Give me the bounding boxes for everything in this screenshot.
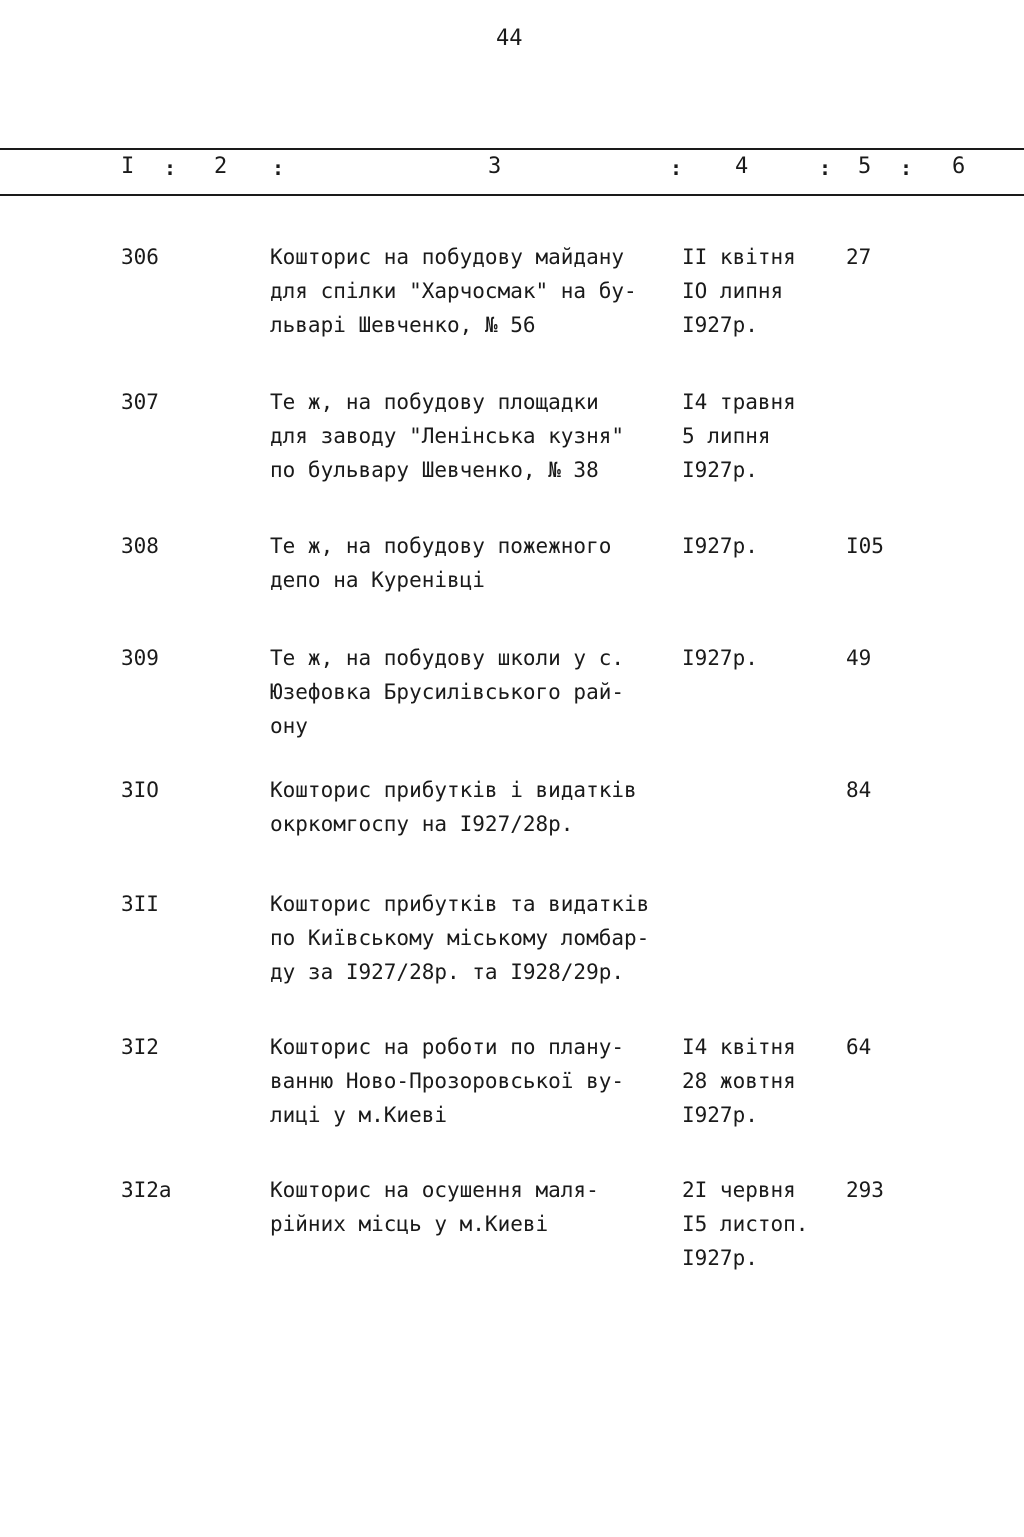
date-line: I5 листоп. <box>682 1212 809 1236</box>
record-dates <box>682 240 832 342</box>
record-dates <box>682 1030 832 1132</box>
record-description <box>270 240 670 342</box>
record-sheet-count: 49 <box>846 646 872 670</box>
record-description <box>270 385 670 487</box>
description-line: Юзефовка Брусилівського рай- <box>270 680 625 704</box>
column-separator: : <box>900 156 913 180</box>
date-line: I4 квітня <box>682 1035 796 1059</box>
header-rule-top <box>0 148 1024 150</box>
date-line: 5 липня <box>682 424 771 448</box>
description-line: Те ж, на побудову пожежного <box>270 534 612 558</box>
date-line: 28 жовтня <box>682 1069 796 1093</box>
record-description <box>270 887 670 989</box>
column-separator: : <box>164 156 177 180</box>
date-line: I927р. <box>682 534 758 558</box>
date-line: II квітня <box>682 245 796 269</box>
column-separator: : <box>272 156 285 180</box>
record-description <box>270 641 670 743</box>
record-number: 309 <box>121 646 159 670</box>
description-line: Кошторис на осушення маля- <box>270 1178 599 1202</box>
column-header-4: 4 <box>735 154 749 179</box>
record-sheet-count: 27 <box>846 245 872 269</box>
record-description <box>270 1030 670 1132</box>
record-sheet-count: 293 <box>846 1178 884 1202</box>
column-header-3: 3 <box>488 154 502 179</box>
description-line: льварі Шевченко, № 56 <box>270 313 536 337</box>
description-line: ду за I927/28р. та I928/29р. <box>270 960 625 984</box>
description-line: по Київському міському ломбар- <box>270 926 650 950</box>
record-number: 307 <box>121 390 159 414</box>
description-line: депо на Куренівці <box>270 568 485 592</box>
record-dates <box>682 529 832 563</box>
date-line: I927р. <box>682 646 758 670</box>
record-dates <box>682 1173 832 1275</box>
record-number: 3I2а <box>121 1178 172 1202</box>
column-header-5: 5 <box>858 154 872 179</box>
date-line: I927р. <box>682 1246 758 1270</box>
date-line: 2I червня <box>682 1178 796 1202</box>
record-number: 308 <box>121 534 159 558</box>
record-description <box>270 529 670 597</box>
column-header-6: 6 <box>952 154 966 179</box>
record-sheet-count: 84 <box>846 778 872 802</box>
header-rule-bottom <box>0 194 1024 196</box>
record-dates <box>682 641 832 675</box>
record-number: 3IO <box>121 778 159 802</box>
description-line: Кошторис на побудову майдану <box>270 245 625 269</box>
record-number: 3II <box>121 892 159 916</box>
description-line: ванню Ново-Прозоровської ву- <box>270 1069 625 1093</box>
record-description <box>270 1173 670 1241</box>
description-line: лиці у м.Киеві <box>270 1103 448 1127</box>
description-line: Те ж, на побудову школи у с. <box>270 646 625 670</box>
description-line: ону <box>270 714 308 738</box>
description-line: окркомгоспу на I927/28р. <box>270 812 574 836</box>
description-line: рійних місць у м.Киеві <box>270 1212 549 1236</box>
record-number: 3I2 <box>121 1035 159 1059</box>
page-number: 44 <box>496 26 523 51</box>
record-description <box>270 773 670 841</box>
date-line: I927р. <box>682 313 758 337</box>
date-line: IO липня <box>682 279 784 303</box>
description-line: Те ж, на побудову площадки <box>270 390 599 414</box>
column-separator: : <box>670 156 683 180</box>
date-line: I927р. <box>682 1103 758 1127</box>
description-line: для спілки "Харчосмак" на бу- <box>270 279 637 303</box>
record-sheet-count: 64 <box>846 1035 872 1059</box>
description-line: для заводу "Ленінська кузня" <box>270 424 625 448</box>
description-line: по бульвару Шевченко, № 38 <box>270 458 599 482</box>
description-line: Кошторис прибутків та видатків <box>270 892 650 916</box>
column-header-2: 2 <box>214 154 228 179</box>
column-separator: : <box>819 156 832 180</box>
description-line: Кошторис прибутків і видатків <box>270 778 637 802</box>
record-sheet-count: I05 <box>846 534 884 558</box>
record-dates <box>682 385 832 487</box>
date-line: I927р. <box>682 458 758 482</box>
date-line: I4 травня <box>682 390 796 414</box>
description-line: Кошторис на роботи по плану- <box>270 1035 625 1059</box>
column-header-1: I <box>121 154 135 179</box>
record-number: 306 <box>121 245 159 269</box>
